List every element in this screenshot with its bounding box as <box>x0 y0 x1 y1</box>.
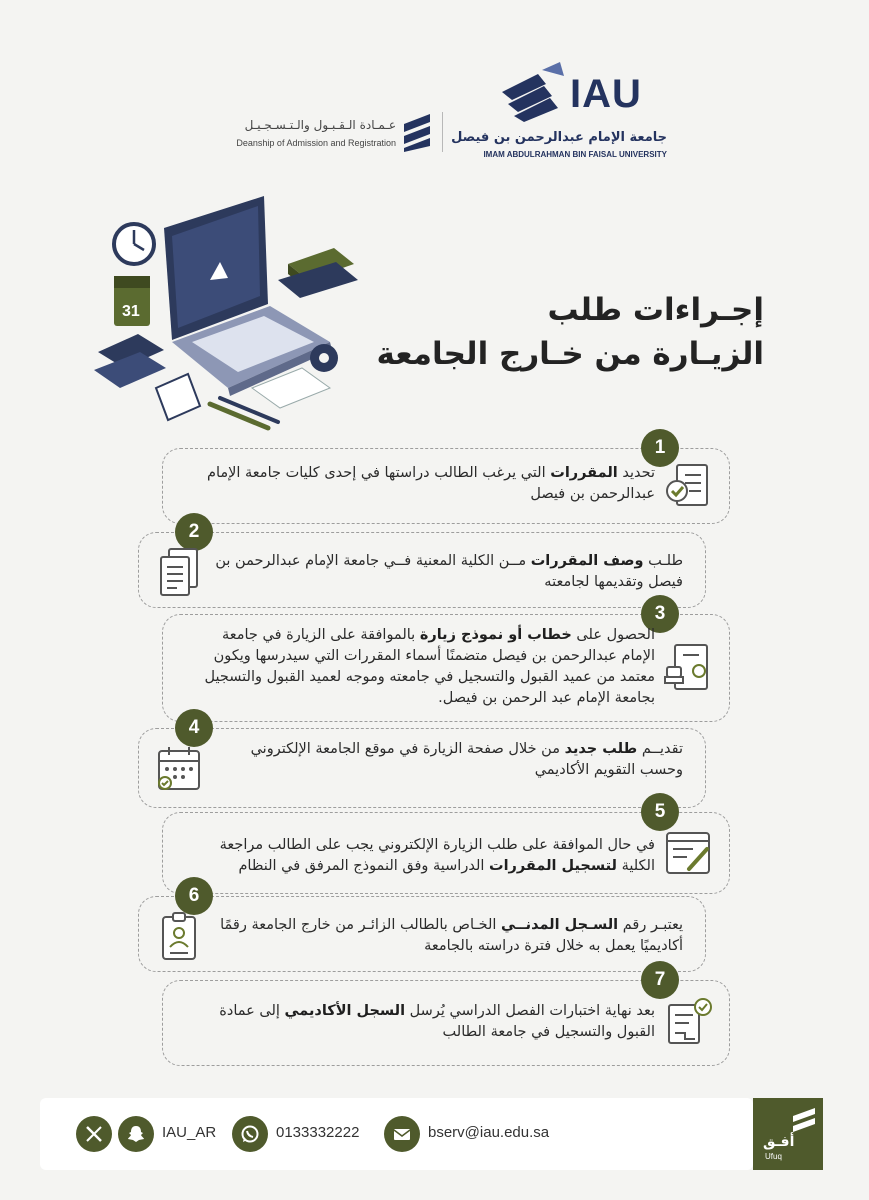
calendar-check-icon <box>153 743 205 795</box>
stamped-letter-icon <box>663 641 715 693</box>
step-card <box>162 603 730 722</box>
deanship-name-ar: عـمـادة الـقـبـول والـتـسـجـيـل <box>244 118 396 132</box>
step-card <box>138 521 706 608</box>
clock-icon <box>114 224 154 264</box>
step-card <box>162 801 730 894</box>
phone-number[interactable]: 0133332222 <box>276 1124 360 1141</box>
deanship-emblem-icon <box>404 114 430 152</box>
step-card <box>162 969 730 1066</box>
whatsapp-button[interactable] <box>232 1116 268 1152</box>
step-number: 7 <box>641 961 679 999</box>
deanship-name-en: Deanship of Admission and Registration <box>236 138 396 148</box>
step-text: يعتبـر رقم السـجل المدنــي الخـاص بالطالب الزائـر من خارج الجامعة رقمًا أكاديميًا يعمل به خلال فترة دراسته بالجامعة <box>220 917 683 954</box>
header-divider <box>442 112 443 152</box>
gear-icon <box>310 344 338 372</box>
snapchat-button[interactable] <box>118 1116 154 1152</box>
step-number: 5 <box>641 793 679 831</box>
step-text: طلـب وصف المقررات مــن الكلية المعنية فــي جامعة الإمام عبدالرحمن بن فيصل وتقديمها لجامعته <box>215 553 683 590</box>
page-title <box>376 288 764 376</box>
calculator-icon <box>156 374 200 420</box>
id-badge-icon <box>153 911 205 963</box>
title-line-2: الزيـارة من خـارج الجامعة <box>376 336 764 372</box>
university-name-en: IMAM ABDULRAHMAN BIN FAISAL UNIVERSITY <box>483 150 667 159</box>
title-line-1: إجـراءات طلب <box>547 292 764 328</box>
whatsapp-icon <box>240 1124 260 1144</box>
contact-footer <box>40 1098 753 1170</box>
envelope-icon <box>392 1124 412 1144</box>
calendar-icon <box>114 276 150 326</box>
documents-icon <box>153 547 205 599</box>
step-number: 1 <box>641 429 679 467</box>
laptop-icon <box>164 196 332 396</box>
deanship-logo <box>205 112 430 157</box>
record-transfer-icon <box>663 995 715 1047</box>
iau-logo-text: IAU <box>570 72 642 116</box>
step-text: في حال الموافقة على طلب الزيارة الإلكتروني يجب على الطالب مراجعة الكلية لتسجيل المقررات الدراسية وفق النموذج المرفق في النظام <box>219 837 655 874</box>
ufuq-logo <box>753 1098 823 1170</box>
step-number: 6 <box>175 877 213 915</box>
step-number: 2 <box>175 513 213 551</box>
university-name-ar: جامعة الإمام عبدالرحمن بن فيصل <box>451 130 667 145</box>
x-twitter-button[interactable] <box>76 1116 112 1152</box>
document-check-icon <box>663 461 715 513</box>
step-number: 3 <box>641 595 679 633</box>
header <box>0 50 869 160</box>
email-address[interactable]: bserv@iau.edu.sa <box>428 1124 550 1141</box>
pen-icon <box>210 398 278 428</box>
step-card <box>138 885 706 972</box>
ufuq-name-en: Ufuq <box>765 1152 782 1161</box>
ufuq-name-ar: أفـق <box>763 1134 795 1150</box>
iau-emblem-icon <box>498 62 570 124</box>
step-text: بعد نهاية اختبارات الفصل الدراسي يُرسل السجل الأكاديمي إلى عمادة القبول والتسجيل في جامعة الطالب <box>219 1003 655 1040</box>
step-text: تحديد المقررات التي يرغب الطالب دراستها في إحدى كليات جامعة الإمام عبدالرحمن بن فيصل <box>206 465 655 502</box>
step-text: الحصول على خطاب أو نموذج زيارة بالموافقة على الزيارة في جامعة الإمام عبدالرحمن بن فيصل متضمنًا أسماء المقررات التي سيدرسها ويكون معتمد من عميد القبول والتسجيل في جامعته وموجه لعميد القبول والتسجيل بجامعة الإمام عبد الرحمن بن فيصل. <box>204 627 655 706</box>
snapchat-icon <box>126 1124 146 1144</box>
calendar-day: 31 <box>122 303 140 320</box>
step-text: تقديــم طلب جديد من خلال صفحة الزيارة في موقع الجامعة الإلكتروني وحسب التقويم الأكاديمي <box>250 741 683 778</box>
email-button[interactable] <box>384 1116 420 1152</box>
x-twitter-icon <box>84 1124 104 1144</box>
web-form-icon <box>663 827 715 879</box>
step-card <box>138 717 706 808</box>
social-handle[interactable]: IAU_AR <box>162 1124 217 1141</box>
iau-logo[interactable] <box>451 60 667 160</box>
ufuq-emblem-icon <box>793 1108 815 1134</box>
desk-illustration <box>92 192 372 432</box>
step-card <box>162 437 730 524</box>
step-number: 4 <box>175 709 213 747</box>
